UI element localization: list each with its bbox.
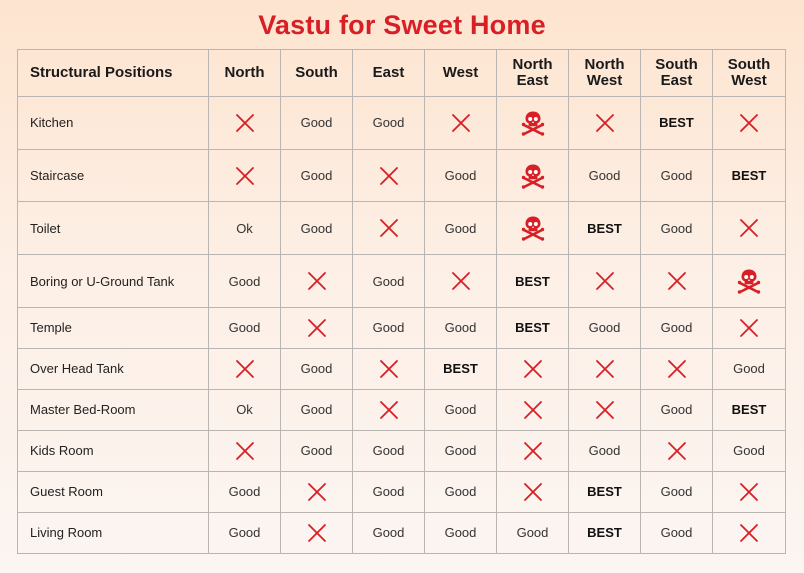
rating-label: Good [228,273,261,289]
table-cell [713,149,786,202]
table-cell [209,512,281,553]
vastu-table [17,49,786,554]
column-header: North East [497,50,569,97]
table-cell [209,471,281,512]
table-row [18,307,786,348]
table-cell [641,430,713,471]
table-cell [353,430,425,471]
rating-label: Good [444,168,477,184]
cross-icon [739,482,759,502]
best-label: BEST [587,525,622,541]
rating-label: Good [660,320,693,336]
table-row [18,202,786,255]
table-cell [569,97,641,150]
skull-crossbones-icon [736,268,762,294]
rating-label: Good [444,484,477,500]
table-cell [713,512,786,553]
rating-label: Good [300,361,333,377]
table-cell [641,471,713,512]
table-body [18,97,786,554]
table-row [18,430,786,471]
cross-icon [667,441,687,461]
rating-label: Good [444,320,477,336]
cross-icon [523,441,543,461]
row-label: Master Bed-Room [18,389,209,430]
table-cell [281,307,353,348]
table-cell [353,307,425,348]
table-cell [641,255,713,308]
rating-label: Good [660,220,693,236]
best-label: BEST [659,115,694,131]
rating-label: Good [588,443,621,459]
cross-icon [235,166,255,186]
row-label: Toilet [18,202,209,255]
table-cell [641,512,713,553]
cross-icon [379,400,399,420]
table-cell [569,307,641,348]
skull-crossbones-icon [520,163,546,189]
rating-label: Good [660,168,693,184]
rating-label: Good [660,525,693,541]
table-cell [713,202,786,255]
row-label: Temple [18,307,209,348]
skull-crossbones-icon [520,110,546,136]
row-label: Kids Room [18,430,209,471]
table-row [18,255,786,308]
rating-label: Good [444,525,477,541]
column-header: North [209,50,281,97]
table-row [18,389,786,430]
column-header: North West [569,50,641,97]
table-cell [353,348,425,389]
table-cell [713,471,786,512]
row-label: Kitchen [18,97,209,150]
cross-icon [595,113,615,133]
rating-label: Good [228,320,261,336]
column-header: Structural Positions [18,50,209,97]
cross-icon [523,400,543,420]
table-cell [713,307,786,348]
best-label: BEST [587,220,622,236]
table-cell [425,307,497,348]
table-cell [425,348,497,389]
table-cell [713,348,786,389]
table-cell [353,202,425,255]
cross-icon [523,482,543,502]
rating-label: Good [300,402,333,418]
cross-icon [739,218,759,238]
table-cell [281,348,353,389]
table-cell [353,255,425,308]
cross-icon [235,113,255,133]
best-label: BEST [515,320,550,336]
table-cell [281,97,353,150]
table-cell [353,97,425,150]
row-label: Over Head Tank [18,348,209,389]
cross-icon [523,359,543,379]
table-cell [569,348,641,389]
table-cell [425,97,497,150]
row-label: Guest Room [18,471,209,512]
rating-label: Good [372,525,405,541]
table-cell [713,97,786,150]
cross-icon [307,318,327,338]
rating-label: Good [444,443,477,459]
table-cell [569,430,641,471]
column-header: West [425,50,497,97]
table-cell [569,202,641,255]
rating-label: Good [733,361,765,377]
cross-icon [739,113,759,133]
cross-icon [739,523,759,543]
table-cell [713,389,786,430]
row-label: Living Room [18,512,209,553]
table-cell [209,348,281,389]
best-label: BEST [515,273,550,289]
table-cell [641,149,713,202]
table-row [18,348,786,389]
table-cell [209,430,281,471]
cross-icon [595,271,615,291]
table-cell [497,348,569,389]
cross-icon [379,218,399,238]
table-cell [209,307,281,348]
cross-icon [307,271,327,291]
cross-icon [667,359,687,379]
rating-label: Good [516,525,549,541]
table-cell [569,471,641,512]
rating-label: Good [444,220,477,236]
table-cell [497,149,569,202]
table-cell [353,149,425,202]
cross-icon [451,113,471,133]
table-cell [281,149,353,202]
cross-icon [595,400,615,420]
table-cell [641,307,713,348]
cross-icon [307,482,327,502]
table-cell [425,255,497,308]
cross-icon [379,359,399,379]
best-label: BEST [443,361,478,377]
rating-label: Good [228,484,261,500]
table-cell [353,389,425,430]
rating-label: Good [588,320,621,336]
rating-label: Good [588,168,621,184]
rating-label: Good [660,402,693,418]
table-cell [497,389,569,430]
rating-label: Good [660,484,693,500]
cross-icon [307,523,327,543]
rating-label: Good [372,115,405,131]
table-cell [281,255,353,308]
table-cell [713,430,786,471]
column-header: South East [641,50,713,97]
table-cell [425,389,497,430]
rating-label: Good [372,484,405,500]
table-cell [497,430,569,471]
table-cell [569,149,641,202]
table-cell [569,255,641,308]
skull-crossbones-icon [520,215,546,241]
table-row [18,97,786,150]
table-cell [569,512,641,553]
cross-icon [451,271,471,291]
rating-label: Good [228,525,261,541]
table-cell [641,202,713,255]
table-cell [425,202,497,255]
table-row [18,149,786,202]
table-cell [425,430,497,471]
best-label: BEST [731,402,767,418]
cross-icon [667,271,687,291]
cross-icon [739,318,759,338]
cross-icon [595,359,615,379]
table-cell [209,389,281,430]
rating-label: Good [372,273,405,289]
table-cell [353,512,425,553]
table-cell [281,430,353,471]
table-cell [281,202,353,255]
rating-label: Good [300,168,333,184]
best-label: BEST [587,484,622,500]
table-cell [281,389,353,430]
table-row [18,512,786,553]
table-cell [281,512,353,553]
header-row [18,50,786,97]
best-label: BEST [731,168,767,184]
table-cell [209,202,281,255]
table-cell [641,389,713,430]
cross-icon [235,441,255,461]
table-cell [209,97,281,150]
table-cell [353,471,425,512]
row-label: Staircase [18,149,209,202]
rating-label: Good [300,220,333,236]
rating-label: Good [300,443,333,459]
table-cell [281,471,353,512]
rating-label: Good [733,443,765,459]
rating-label: Ok [236,402,253,418]
column-header: South West [713,50,786,97]
table-cell [641,97,713,150]
column-header: South [281,50,353,97]
table-cell [641,348,713,389]
table-cell [497,471,569,512]
table-cell [209,149,281,202]
table-cell [425,471,497,512]
table-cell [425,149,497,202]
table-cell [209,255,281,308]
rating-label: Good [372,443,405,459]
table-cell [497,307,569,348]
table-cell [497,202,569,255]
table-cell [569,389,641,430]
table-row [18,471,786,512]
table-cell [425,512,497,553]
cross-icon [235,359,255,379]
page-title: Vastu for Sweet Home [258,10,546,40]
row-label: Boring or U-Ground Tank [18,255,209,308]
table-cell [713,255,786,308]
rating-label: Good [300,115,333,131]
cross-icon [379,166,399,186]
rating-label: Good [372,320,405,336]
table-cell [497,255,569,308]
rating-label: Ok [236,220,253,236]
table-cell [497,512,569,553]
rating-label: Good [444,402,477,418]
table-cell [497,97,569,150]
column-header: East [353,50,425,97]
